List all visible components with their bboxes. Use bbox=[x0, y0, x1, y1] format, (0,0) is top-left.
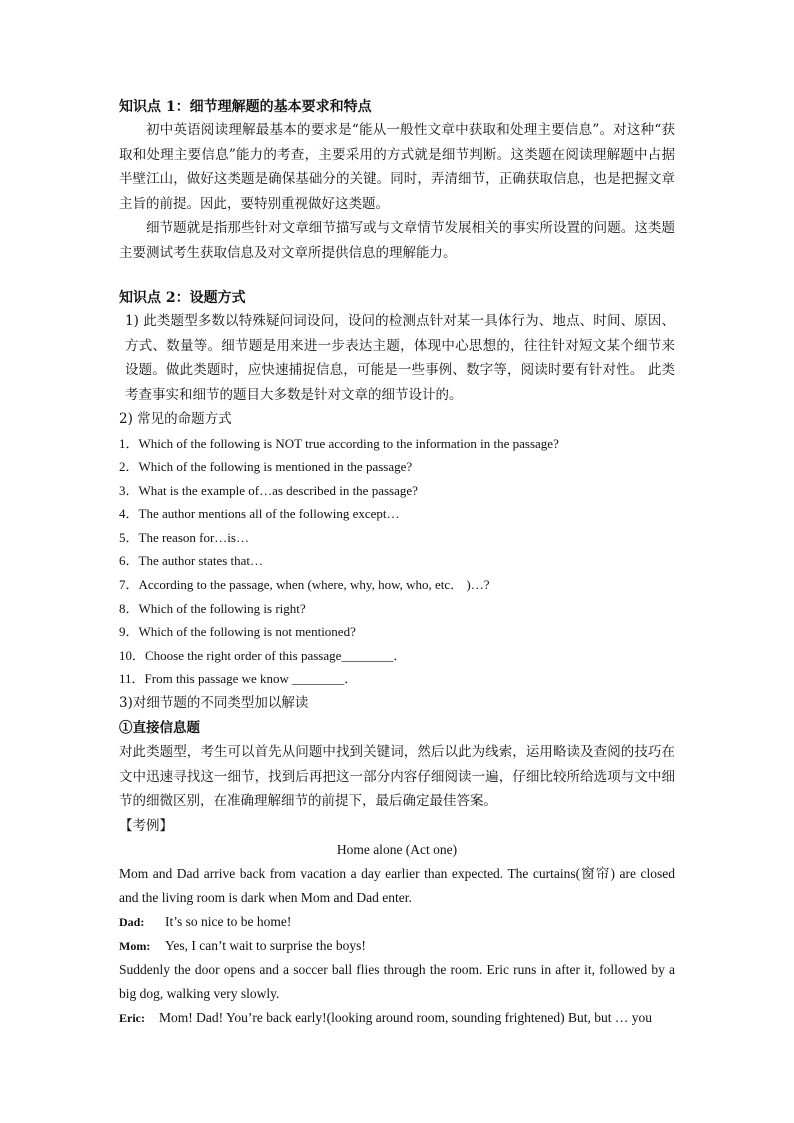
list-item: 11．From this passage we know ________． bbox=[119, 671, 358, 687]
list-item: 2．Which of the following is mentioned in the passage? bbox=[119, 459, 413, 475]
dialogue-line-mom bbox=[119, 934, 675, 958]
story-narration: Suddenly the door opens and a soccer ball flies through the room. Eric runs in after it, followed by a big dog, walking very slowly. bbox=[119, 962, 675, 1002]
dialogue-text: It’s so nice to be home! bbox=[165, 914, 292, 930]
example-label: 【考例】 bbox=[119, 817, 173, 834]
spacer bbox=[119, 265, 675, 287]
list-item: 6．The author states that… bbox=[119, 553, 264, 569]
question-list bbox=[119, 432, 675, 692]
story-title: Home alone (Act one) bbox=[336, 842, 458, 858]
list-item: 9．Which of the following is not mentioned? bbox=[119, 624, 356, 640]
list-item: 4．The author mentions all of the following except… bbox=[119, 506, 400, 522]
speaker-label: Eric: bbox=[119, 1011, 145, 1026]
list-item: 8．Which of the following is right? bbox=[119, 600, 306, 616]
speaker-label: Dad: bbox=[119, 915, 145, 930]
direct-info-paragraph: 对此类题型，考生可以首先从问题中找到关键词，然后以此为线索，运用略读及查阅的技巧在文中迅速寻找这一细节，找到后再把这一部分内容仔细阅读一遍，仔细比较所给选项与文中细节的细微区别，在准确理解细节的前提下，最后确定最佳答案。 bbox=[119, 744, 675, 810]
section1-paragraph-2: 细节题就是指那些针对文章细节描写或与文章情节发展相关的事实所设置的问题。这类题主要测试考生获取信息及对文章所提供信息的理解能力。 bbox=[119, 220, 675, 261]
document-page bbox=[119, 96, 675, 1030]
question-types-title: 2) 常见的命题方式 bbox=[119, 411, 232, 427]
dialogue-line-eric bbox=[119, 1006, 675, 1030]
section2-paragraph-1: 1) 此类题型多数以特殊疑问词设问，设问的检测点针对某一具体行为、地点、时间、原因、方式、数量等。细节题是用来进一步表达主题，体现中心思想的，往往针对短文某个细节来设题。做此类题时，应快速捕捉信息，可能是一些事例、数字等，阅读时要有针对性。 此类考查事实和细节的题目大多数是针对文章的细节设计的。 bbox=[125, 313, 675, 403]
interpretation-title: 3)对细节题的不同类型加以解读 bbox=[119, 695, 309, 712]
list-item: 3．What is the example of…as described in the passage? bbox=[119, 482, 418, 498]
section1-paragraph-1: 初中英语阅读理解最基本的要求是“能从一般性文章中获取和处理主要信息”。对这种“获取和处理主要信息”能力的考查，主要采用的方式就是细节判断。这类题在阅读理解题中占据半壁江山，做好这类题是确保基础分的关键。同时，弄清细节，正确获取信息，也是把握文章主旨的前提。因此，要特别重视做好这类题。 bbox=[119, 122, 675, 212]
section1-heading: 知识点 1：细节理解题的基本要求和特点 bbox=[119, 99, 372, 115]
dialogue-text: Mom! Dad! You’re back early!(looking around room, sounding frightened) But, but … you bbox=[159, 1010, 653, 1026]
dialogue-text: Yes, I can’t wait to surprise the boys! bbox=[165, 938, 366, 954]
list-item: 7．According to the passage, when (where, why, how, who, etc． )…? bbox=[119, 577, 490, 593]
list-item: 5．The reason for…is… bbox=[119, 529, 249, 545]
section2-heading: 知识点 2：设题方式 bbox=[119, 290, 246, 306]
list-item: 10．Choose the right order of this passage________． bbox=[119, 647, 407, 663]
story-intro: Mom and Dad arrive back from vacation a day earlier than expected. The curtains(窗帘) are closed and the living room is dark when Mom and Dad enter. bbox=[119, 866, 675, 906]
speaker-label: Mom: bbox=[119, 939, 151, 954]
direct-info-title: ①直接信息题 bbox=[119, 719, 200, 736]
dialogue-line-dad bbox=[119, 910, 675, 934]
list-item: 1．Which of the following is NOT true according to the information in the passage? bbox=[119, 435, 559, 451]
